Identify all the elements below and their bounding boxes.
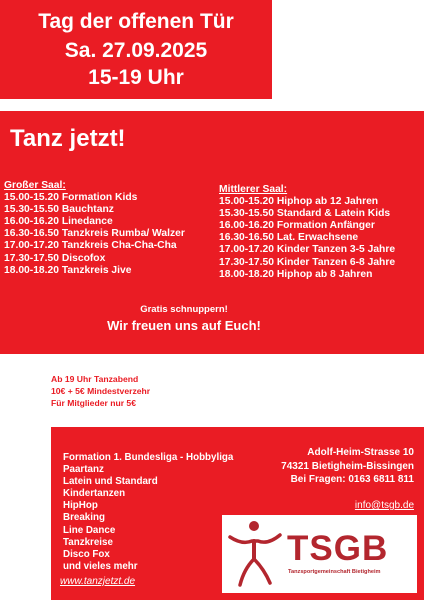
schedule-item: 17.00-17.20 Tanzkreis Cha-Cha-Cha — [4, 240, 177, 252]
schedule-item: 17.30-17.50 Kinder Tanzen 6-8 Jahre — [219, 256, 396, 268]
large-hall-heading: Großer Saal: — [4, 180, 66, 191]
schedule-item: 15.00-15.20 Formation Kids — [4, 192, 138, 204]
evening-line: Ab 19 Uhr Tanzabend — [51, 374, 139, 384]
evening-line: Für Mitglieder nur 5€ — [51, 398, 136, 408]
offer-item: und vieles mehr — [63, 560, 138, 572]
offer-item: Disco Fox — [63, 548, 110, 560]
schedule-item: 16.30-16.50 Tanzkreis Rumba/ Walzer — [4, 228, 185, 240]
schedule-item: 15.30-15.50 Standard & Latein Kids — [219, 208, 391, 220]
evening-line: 10€ + 5€ Mindestverzehr — [51, 386, 151, 396]
offer-item: HipHop — [63, 500, 98, 512]
offers-list — [63, 452, 233, 573]
logo-subtitle: Tanzsportgemeinschaft Bietigheim — [288, 569, 381, 575]
offer-item: Latein und Standard — [63, 476, 158, 488]
club-logo — [222, 515, 417, 593]
schedule-item: 16.00-16.20 Linedance — [4, 216, 113, 228]
event-date: Sa. 27.09.2025 — [64, 39, 208, 62]
main-title: Tanz jetzt! — [10, 125, 126, 152]
offer-item: Formation 1. Bundesliga - Hobbyliga — [63, 452, 234, 463]
dancer-figure-icon — [224, 517, 284, 589]
offer-item: Breaking — [63, 512, 105, 524]
offer-item: Kindertanzen — [63, 488, 126, 500]
header-banner — [0, 0, 272, 99]
schedule-item: 18.00-18.20 Hiphop ab 8 Jahren — [219, 268, 373, 280]
schedule-item: 15.00-15.20 Hiphop ab 12 Jahren — [219, 196, 379, 208]
contact-phone: Bei Fragen: 0163 6811 811 — [290, 474, 414, 485]
schedule-large-hall — [4, 180, 185, 277]
schedule-item: 17.30-17.50 Discofox — [4, 252, 106, 264]
schedule-item: 17.00-17.20 Kinder Tanzen 3-5 Jahre — [219, 244, 396, 256]
offer-item: Line Dance — [63, 524, 116, 536]
email-link[interactable]: info@tsgb.de — [354, 500, 414, 511]
schedule-middle-hall — [219, 184, 395, 281]
logo-wordmark: TSGB — [287, 529, 389, 568]
address-street: Adolf-Heim-Strasse 10 — [307, 447, 414, 458]
free-trial-note: Gratis schnuppern! — [140, 304, 228, 315]
offer-item: Paartanz — [63, 464, 104, 476]
schedule-item: 18.00-18.20 Tanzkreis Jive — [4, 264, 132, 276]
welcome-note: Wir freuen uns auf Euch! — [107, 318, 261, 333]
schedule-item: 15.30-15.50 Bauchtanz — [4, 204, 114, 216]
address-city: 74321 Bietigheim-Bissingen — [281, 460, 414, 472]
schedule-item: 16.30-16.50 Lat. Erwachsene — [219, 232, 359, 244]
offer-item: Tanzkreise — [63, 536, 113, 548]
event-time: 15-19 Uhr — [88, 66, 184, 89]
address-block — [281, 446, 414, 487]
schedule-item: 16.00-16.20 Formation Anfänger — [219, 220, 375, 232]
middle-hall-heading: Mittlerer Saal: — [219, 184, 288, 195]
evening-info — [51, 373, 150, 409]
website-link[interactable]: www.tanzjetzt.de — [60, 576, 136, 587]
event-title: Tag der offenen Tür — [38, 10, 234, 33]
